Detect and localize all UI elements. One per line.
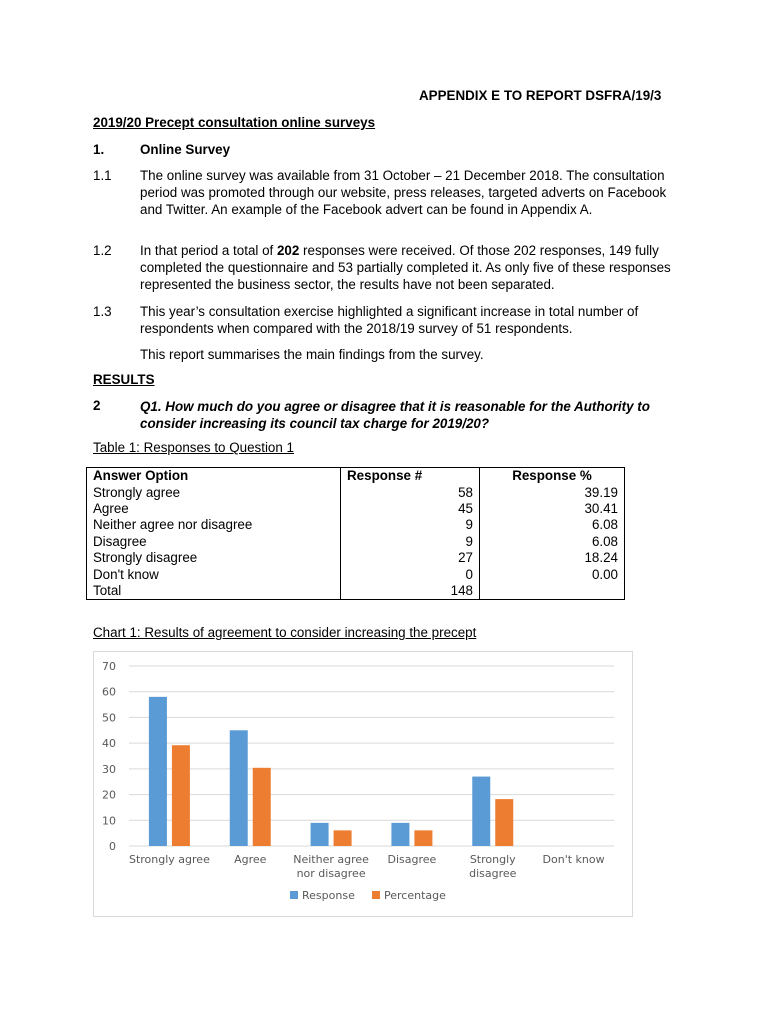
y-tick-label: 20: [102, 788, 116, 802]
chart-caption: Chart 1: Results of agreement to consider increasing the precept: [93, 625, 477, 640]
bar-percentage: [495, 799, 513, 846]
bar-response: [230, 730, 248, 846]
legend-swatch: [372, 891, 380, 899]
x-category-label: Neither agree: [293, 853, 369, 866]
x-category-label: Don't know: [542, 853, 605, 866]
count-cell: 9: [341, 517, 480, 533]
y-tick-label: 70: [102, 660, 116, 673]
paragraph-1-1: The online survey was available from 31 October – 21 December 2018. The consultation period was promoted through our website, press releases, targeted adverts on Facebook and Twitter. An example of the Facebook advert can be found in Appendix A.: [140, 168, 667, 217]
table-row: [87, 484, 625, 500]
x-category-label: disagree: [469, 867, 517, 880]
count-cell: 45: [341, 501, 480, 517]
answer-cell: Don't know: [87, 566, 341, 582]
total-label-cell: Total: [87, 583, 341, 600]
total-count-cell: 148: [341, 583, 480, 600]
count-cell: 58: [341, 484, 480, 500]
percent-cell: 0.00: [480, 566, 625, 582]
bar-percentage: [334, 830, 352, 846]
question-text: Q1. How much do you agree or disagree that it is reasonable for the Authority to consider increasing its council tax charge for 2019/20?: [140, 399, 650, 431]
table-caption: Table 1: Responses to Question 1: [93, 440, 294, 455]
results-heading: RESULTS: [93, 372, 155, 387]
percent-cell: 39.19: [480, 484, 625, 500]
paragraph-1-2-text-a: In that period a total of: [140, 243, 277, 258]
percent-cell: 6.08: [480, 534, 625, 550]
y-tick-label: 50: [102, 711, 116, 725]
paragraph-number-1-3: 1.3: [93, 304, 112, 319]
legend-label: Response: [302, 889, 355, 902]
bar-response: [391, 823, 409, 846]
y-tick-label: 0: [109, 840, 116, 853]
table-row: [87, 550, 625, 566]
y-tick-label: 10: [102, 814, 116, 828]
percent-cell: 30.41: [480, 501, 625, 517]
appendix-header: APPENDIX E TO REPORT DSFRA/19/3: [419, 88, 662, 103]
document-title: 2019/20 Precept consultation online surveys: [93, 115, 376, 130]
table-header-row: [87, 468, 625, 485]
table-row: [87, 501, 625, 517]
count-cell: 9: [341, 534, 480, 550]
question-number: 2: [93, 398, 101, 413]
percent-cell: 18.24: [480, 550, 625, 566]
table-row: [87, 566, 625, 582]
bar-percentage: [172, 745, 190, 846]
x-category-label: Disagree: [387, 853, 437, 866]
y-tick-label: 60: [102, 685, 116, 699]
bar-response: [472, 777, 490, 846]
section-title: Online Survey: [140, 142, 231, 157]
paragraph-1-3: This year’s consultation exercise highlighted a significant increase in total number of respondents when compared with the 2018/19 survey of 51 respondents.: [140, 304, 639, 336]
answer-cell: Strongly agree: [87, 484, 341, 500]
bar-percentage: [253, 768, 271, 846]
y-tick-label: 30: [102, 762, 116, 776]
section-number: 1.: [93, 142, 105, 157]
x-category-label: Agree: [234, 853, 267, 866]
x-category-label: Strongly agree: [128, 853, 210, 866]
legend-label: Percentage: [384, 889, 446, 902]
x-category-label: nor disagree: [296, 867, 366, 880]
summary-paragraph: This report summarises the main findings from the survey.: [140, 347, 484, 362]
count-cell: 0: [341, 566, 480, 582]
x-category-label: Strongly: [469, 853, 516, 866]
header-response-percent: Response %: [480, 468, 625, 485]
header-answer-option: Answer Option: [87, 468, 341, 485]
count-cell: 27: [341, 550, 480, 566]
total-responses-count: 202: [276, 243, 300, 258]
paragraph-number-1-2: 1.2: [93, 243, 112, 258]
answer-cell: Disagree: [87, 534, 341, 550]
answer-cell: Agree: [87, 501, 341, 517]
answer-cell: Neither agree nor disagree: [87, 517, 341, 533]
table-row: [87, 534, 625, 550]
bar-response: [311, 823, 329, 846]
paragraph-number-1-1: 1.1: [93, 168, 112, 183]
y-tick-label: 40: [102, 737, 116, 751]
bar-response: [149, 697, 167, 846]
chart-svg: [94, 652, 632, 916]
bar-chart: [93, 651, 633, 917]
paragraph-1-2-text-b: responses were received. Of those 202 responses, 149 fully completed the questionnaire and 53 partially completed it. As only five of these responses represented the business sector, the results have not been separated.: [140, 243, 671, 292]
answer-cell: Strongly disagree: [87, 550, 341, 566]
total-percent-cell: [480, 583, 625, 600]
percent-cell: 6.08: [480, 517, 625, 533]
table-total-row: [87, 583, 625, 600]
responses-table: [86, 467, 625, 600]
header-response-count: Response #: [341, 468, 480, 485]
table-row: [87, 517, 625, 533]
bar-percentage: [414, 830, 432, 846]
legend-swatch: [290, 891, 298, 899]
paragraph-1-2: [140, 243, 680, 293]
